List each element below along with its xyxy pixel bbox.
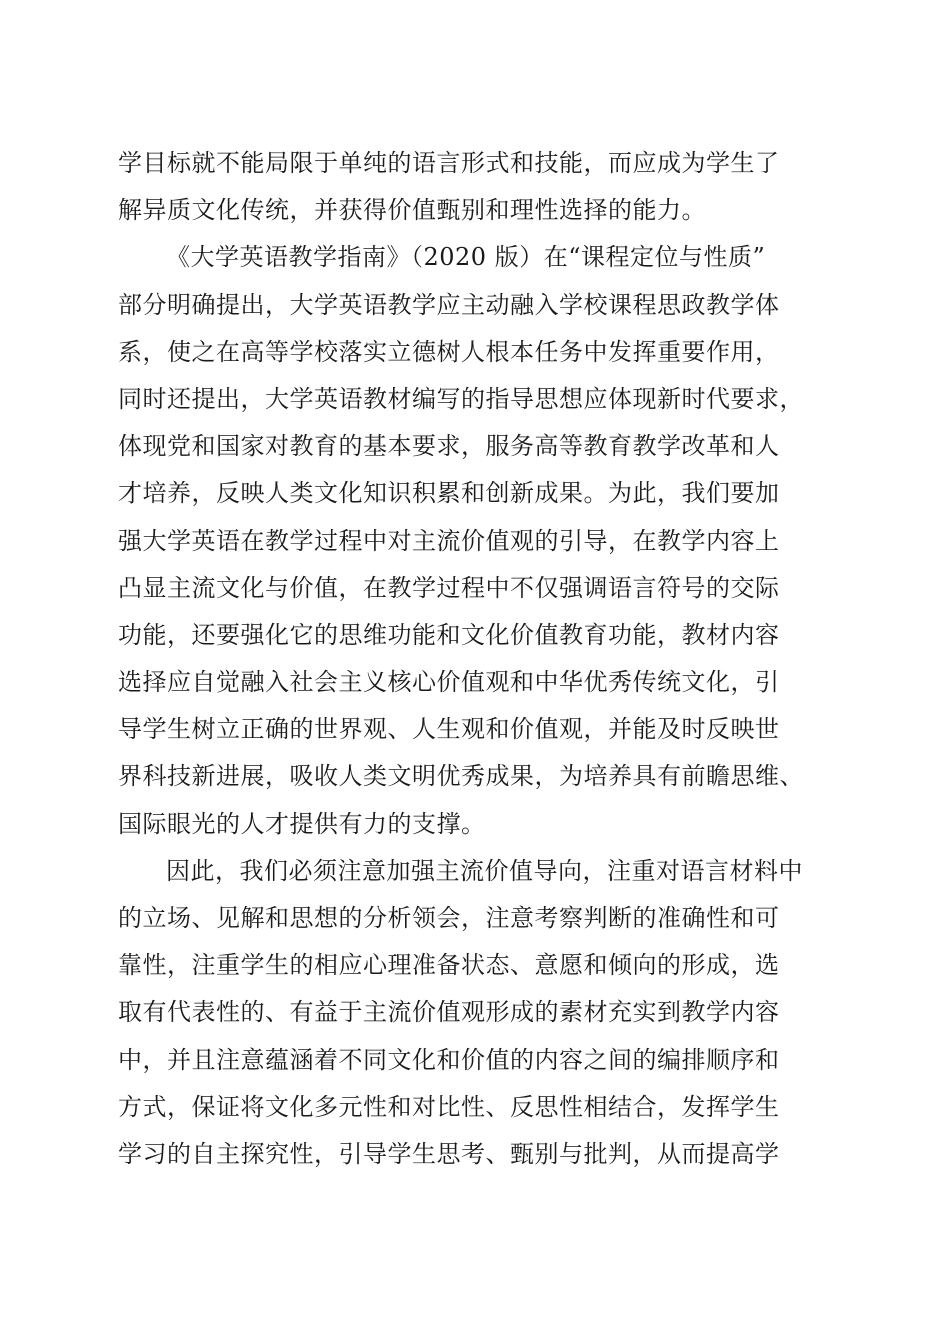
text-line: 体现党和国家对教育的基本要求，服务高等教育教学改革和人: [118, 432, 780, 461]
document-body: [118, 140, 836, 1178]
text-line: 凸显主流文化与价值，在教学过程中不仅强调语言符号的交际: [118, 573, 780, 602]
text-line: 系，使之在高等学校落实立德树人根本任务中发挥重要作用，: [118, 337, 780, 366]
text-line: 国际眼光的人才提供有力的支撑。: [118, 809, 486, 838]
text-line: 方式，保证将文化多元性和对比性、反思性相结合，发挥学生: [118, 1092, 780, 1121]
text-line: 功能，还要强化它的思维功能和文化价值教育功能，教材内容: [118, 620, 780, 649]
text-line: 学习的自主探究性，引导学生思考、甄别与批判，从而提高学: [118, 1139, 780, 1168]
text-line: 选择应自觉融入社会主义核心价值观和中华优秀传统文化，引: [118, 668, 780, 697]
text-line: 才培养，反映人类文化知识积累和创新成果。为此，我们要加: [118, 479, 780, 508]
paragraph-start-line: 《大学英语教学指南》（2020 版）在“课程定位与性质”: [166, 243, 766, 272]
text-line: 导学生树立正确的世界观、人生观和价值观，并能及时反映世: [118, 715, 780, 744]
text-line: 界科技新进展，吸收人类文明优秀成果，为培养具有前瞻思维、: [118, 762, 804, 791]
text-line: 的立场、见解和思想的分析领会，注意考察判断的准确性和可: [118, 904, 780, 932]
paragraph-start-line: 因此，我们必须注意加强主流价值导向，注重对语言材料中: [166, 856, 803, 885]
text-line: 学目标就不能局限于单纯的语言形式和技能，而应成为学生了: [118, 149, 780, 177]
text-line: 中，并且注意蕴涵着不同文化和价值的内容之间的编排顺序和: [118, 1045, 780, 1074]
text-line: 同时还提出，大学英语教材编写的指导思想应体现新时代要求，: [118, 384, 804, 413]
text-line: 解异质文化传统，并获得价值甄别和理性选择的能力。: [118, 196, 706, 225]
text-line: 取有代表性的、有益于主流价值观形成的素材充实到教学内容: [118, 998, 780, 1027]
text-line: 强大学英语在教学过程中对主流价值观的引导，在教学内容上: [118, 526, 780, 555]
text-line: 靠性，注重学生的相应心理准备状态、意愿和倾向的形成，选: [118, 951, 780, 980]
text-line: 部分明确提出，大学英语教学应主动融入学校课程思政教学体: [118, 290, 780, 319]
